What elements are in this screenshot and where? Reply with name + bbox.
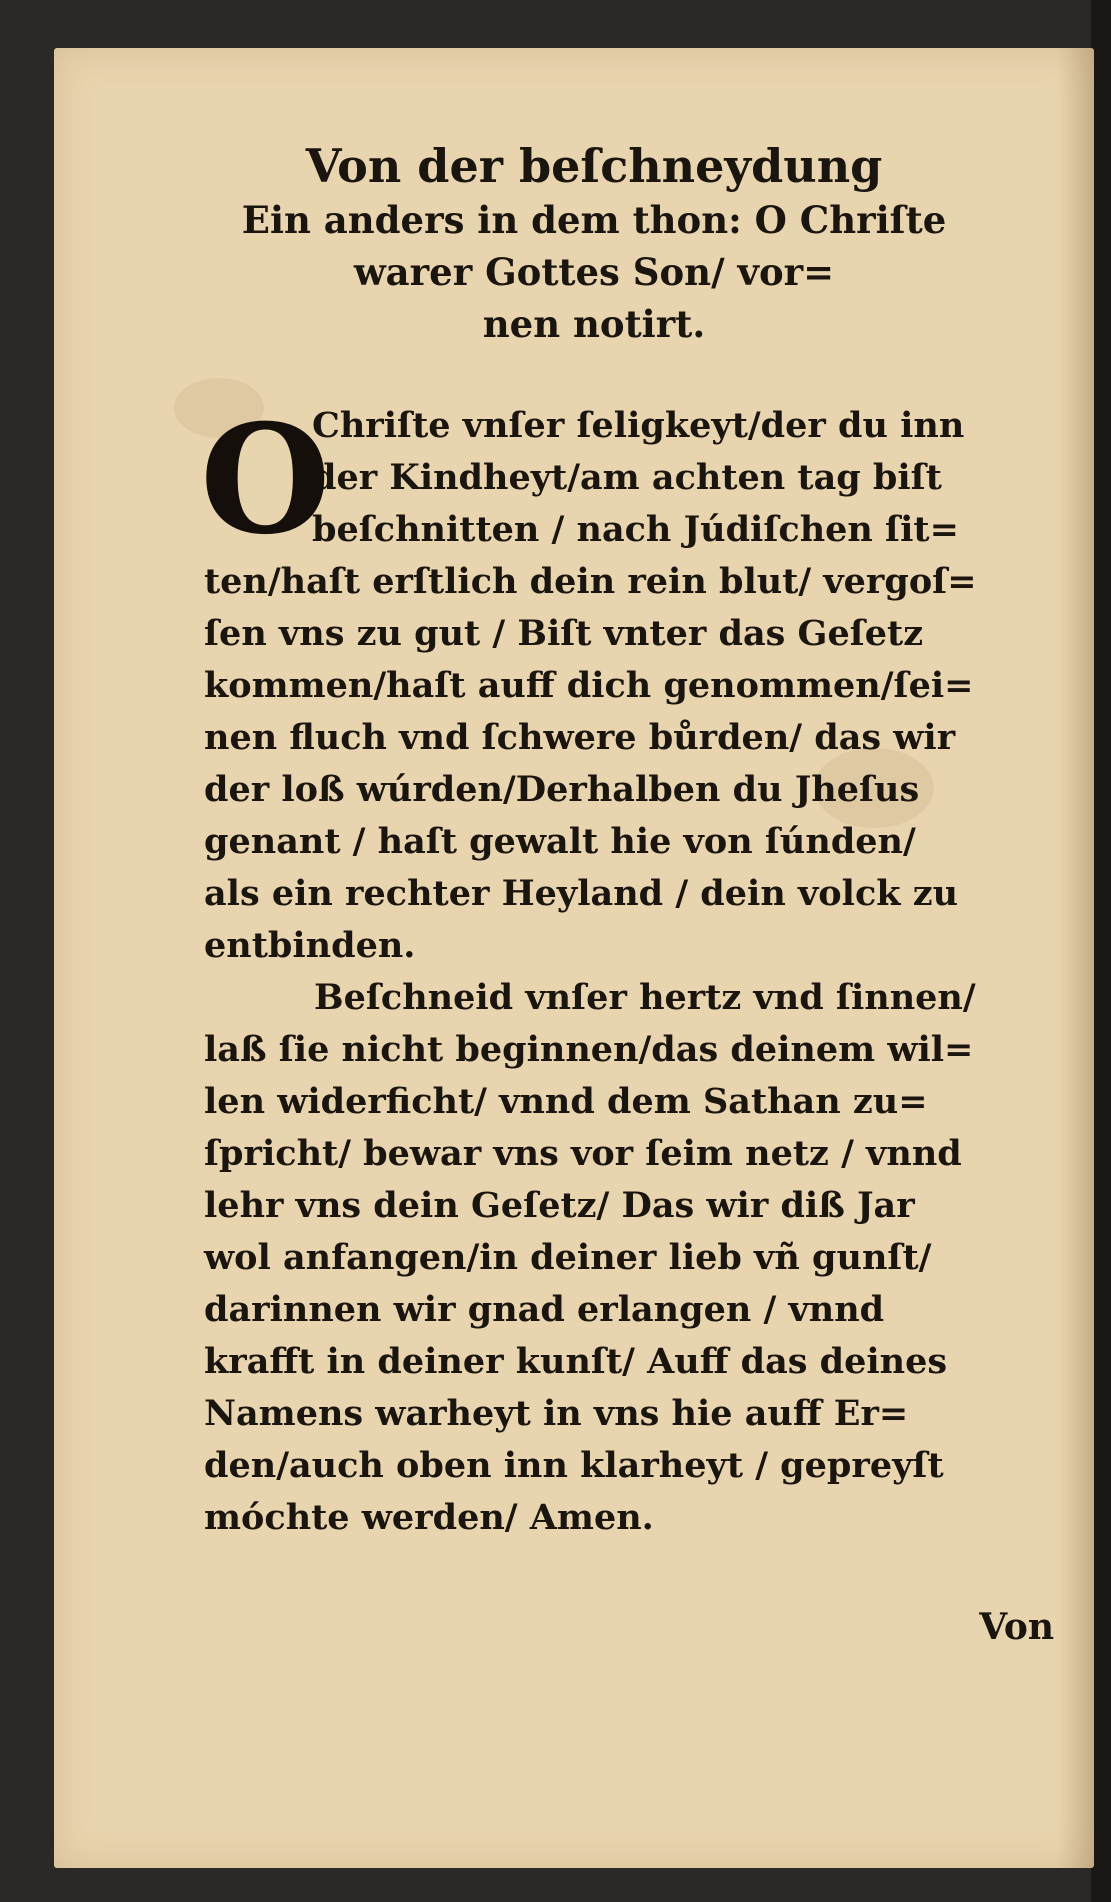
catchword: Von — [979, 1606, 1054, 1648]
stanza-line: entbinden. — [204, 925, 416, 966]
stanza-line: ten/haſt erſtlich dein rein blut/ vergoſ= — [204, 561, 977, 602]
stanza-line: den/auch oben inn klarheyt / gepreyſt — [204, 1445, 944, 1486]
page-fold-shadow — [1058, 48, 1094, 1868]
page-heading: Von der beſchneydung — [305, 139, 883, 193]
stanza-line: kommen/haſt auff dich genommen/ſei= — [204, 665, 974, 706]
stanza-line: beſchnitten / nach Júdiſchen ſit= — [312, 509, 959, 550]
stanza-second — [204, 972, 984, 1544]
subheading-line: warer Gottes Son/ vor= — [353, 250, 835, 294]
subheading-line: Ein anders in dem thon: O Chriſte — [241, 198, 947, 242]
stanza-line: Namens warheyt in vns hie auff Er= — [204, 1393, 909, 1434]
stanza-line: móchte werden/ Amen. — [204, 1497, 654, 1538]
stanza-first — [200, 392, 984, 972]
stanza-line: darinnen wir gnad erlangen / vnnd — [204, 1289, 885, 1330]
decorated-initial: O — [200, 392, 331, 568]
stanza-line: der loß wúrden/Derhalben du Jheſus — [204, 769, 920, 810]
stanza-line: Beſchneid vnſer hertz vnd ſinnen/ — [314, 977, 976, 1018]
stanza-line: ſpricht/ bewar vns vor ſeim netz / vnnd — [204, 1133, 962, 1174]
stanza-line: genant / haſt gewalt hie von ſúnden/ — [204, 821, 916, 862]
stanza-line: Chriſte vnſer ſeligkeyt/der du inn — [312, 405, 965, 446]
stanza-line: wol anfangen/in deiner lieb vñ gunſt/ — [204, 1237, 932, 1278]
stanza-line: laß ſie nicht beginnen/das deinem wil= — [204, 1029, 974, 1070]
stanza-line: als ein rechter Heyland / dein volck zu — [204, 873, 959, 914]
song-subheading — [204, 194, 984, 350]
stanza-line: ſen vns zu gut / Biſt vnter das Geſetz — [204, 613, 924, 654]
stanza-line: der Kindheyt/am achten tag biſt — [312, 457, 942, 498]
text-block — [200, 138, 984, 1544]
stanza-line: nen fluch vnd ſchwere bůrden/ das wir — [204, 717, 956, 758]
stanza-line: len widerficht/ vnnd dem Sathan zu= — [204, 1081, 928, 1122]
subheading-line: nen notirt. — [482, 302, 706, 346]
stanza-line: lehr vns dein Geſetz/ Das wir diß Jar — [204, 1185, 915, 1226]
book-page — [54, 48, 1094, 1868]
book-edge — [1091, 0, 1111, 1902]
stanza-line: krafft in deiner kunſt/ Auff das deines — [204, 1341, 948, 1382]
